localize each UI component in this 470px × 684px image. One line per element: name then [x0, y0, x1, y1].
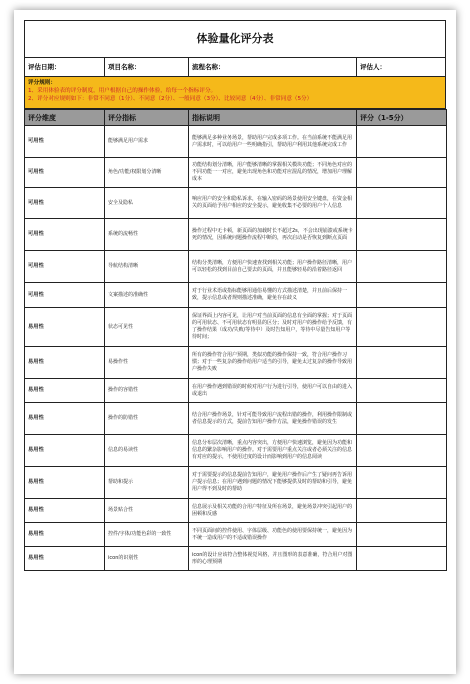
rules-line-2: 2、评分对应规则如下：非常不同意（1分）、不同意（2分）、一般同意（3分）、比较同意（4分）、非常同意（5分）	[28, 96, 313, 102]
indicator-cell: 操作的防错性	[105, 403, 189, 435]
description-cell: 能够满足多种业务场景，帮助用户完成多项工作。在当前系统不能满足用户需求时，可以给用户一些明确指引，帮助用户利用其他系统完成工作	[189, 126, 357, 158]
description-cell: 结合用户操作场景，针对可能导致用户流程出错的操作，利用操作限制或者信息提示的方式，提前告知用户操作方法，避免操作错误的发生	[189, 403, 357, 435]
table-row	[25, 126, 447, 158]
score-cell[interactable]	[357, 435, 447, 467]
dimension-cell: 易用性	[25, 523, 105, 547]
dimension-cell: 易用性	[25, 435, 105, 467]
score-cell[interactable]	[357, 523, 447, 547]
indicator-cell: 控件/字体/功能色彩的一致性	[105, 523, 189, 547]
description-cell: 响应用户的安全和隐私诉求，在输入密码的场景使用安全键盘，在资金相关的页面给予用户相应的安全提示，避免收集不必要的用户个人信息	[189, 188, 357, 219]
score-cell[interactable]	[357, 308, 447, 347]
table-row	[25, 347, 447, 379]
score-cell[interactable]	[357, 467, 447, 499]
indicator-cell: 易操作性	[105, 347, 189, 379]
score-cell[interactable]	[357, 499, 447, 523]
table-row	[25, 499, 447, 523]
description-cell: 功能结构划分清晰，用户能够清晰的掌握相关模块功能；不同角色对应的不同功能一一对应，避免出现角色和功能对应混乱的情况，增加用户理解成本	[189, 158, 357, 188]
rules-title: 评分规则：	[28, 80, 56, 86]
table-row	[25, 219, 447, 251]
header-score: 评分（1-5分）	[357, 110, 447, 126]
dimension-cell: 易用性	[25, 379, 105, 403]
score-cell[interactable]	[357, 347, 447, 379]
dimension-cell: 易用性	[25, 403, 105, 435]
header-description: 指标说明	[189, 110, 357, 126]
table-row	[25, 158, 447, 188]
dimension-cell: 易用性	[25, 308, 105, 347]
score-cell[interactable]	[357, 158, 447, 188]
info-row	[24, 58, 446, 77]
score-table	[24, 109, 447, 571]
indicator-cell: 角色/功能/权限划分清晰	[105, 158, 189, 188]
description-cell: 信息分布层次清晰，重点内容突出，方便用户快速浏览，避免因为功能和信息的繁杂影响用户的操作。对于需要用户重点关注或者必须关注的信息有对应的提示，不使用过度的设计而影响到用户的信息阅读	[189, 435, 357, 467]
dimension-cell: 可用性	[25, 188, 105, 219]
description-cell: 在用户操作遇到错误的时候对用户行为进行引导，使用户可以自由的进入或退出	[189, 379, 357, 403]
score-cell[interactable]	[357, 547, 447, 571]
header-dimension: 评分维度	[25, 110, 105, 126]
indicator-cell: 系统的流畅性	[105, 219, 189, 251]
indicator-cell: 文案描述的准确性	[105, 283, 189, 308]
indicator-cell: 安全及隐私	[105, 188, 189, 219]
page-title: 体验量化评分表	[24, 20, 446, 58]
description-cell: icon的设计应该符合整体视觉风格，并且图形的表意准确，符合用户对图形的心理预期	[189, 547, 357, 571]
indicator-cell: icon的识别性	[105, 547, 189, 571]
table-row	[25, 379, 447, 403]
indicator-cell: 信息的易读性	[105, 435, 189, 467]
sheet-content	[24, 20, 446, 571]
table-row	[25, 308, 447, 347]
table-row	[25, 403, 447, 435]
table-row	[25, 547, 447, 571]
dimension-cell: 可用性	[25, 126, 105, 158]
flow-label: 流程名称：	[189, 58, 357, 76]
indicator-cell: 能够满足用户需求	[105, 126, 189, 158]
dimension-cell: 可用性	[25, 219, 105, 251]
dimension-cell: 易用性	[25, 547, 105, 571]
table-row	[25, 467, 447, 499]
description-cell: 不同页面间的控件使用、字体层级、功能色的使用要保持统一，避免因为不统一造成用户的不适或错误操作	[189, 523, 357, 547]
dimension-cell: 易用性	[25, 467, 105, 499]
score-cell[interactable]	[357, 219, 447, 251]
score-cell[interactable]	[357, 283, 447, 308]
table-row	[25, 435, 447, 467]
description-cell: 结构分类清晰，方便用户快速查找到相关功能；用户操作路径清晰，用户可以轻松的找到目前自己要去的页面，并且能够轻易的沿着路径返回	[189, 251, 357, 283]
dimension-cell: 易用性	[25, 499, 105, 523]
project-label: 项目名称：	[105, 58, 189, 76]
dimension-cell: 可用性	[25, 251, 105, 283]
table-row	[25, 283, 447, 308]
score-cell[interactable]	[357, 379, 447, 403]
description-cell: 所有的操作符合用户预期，类似功能的操作保持一致，符合用户操作习惯；对于一些复杂的操作给用户适当的引导，避免太过复杂的操作导致用户操作失败	[189, 347, 357, 379]
dimension-cell: 可用性	[25, 158, 105, 188]
score-cell[interactable]	[357, 251, 447, 283]
header-indicator: 评分指标	[105, 110, 189, 126]
description-cell: 对于行业术语或指标能够用通俗易懂的方式描述清楚，并且前后保持一致，提示信息或者规则描述准确，避免存在歧义	[189, 283, 357, 308]
rules-line-1: 1、采用体验表的评分制度，用户根据自己的操作体验，给每一个指标评分。	[28, 88, 217, 94]
date-label: 评估日期：	[25, 58, 105, 76]
indicator-cell: 场景贴合性	[105, 499, 189, 523]
indicator-cell: 帮助和提示	[105, 467, 189, 499]
description-cell: 对于需要提示的信息提前告知用户，避免用户操作后产生了疑问再告诉用户提示信息；在用户遇到问题的情况下能够提供及时的帮助和引导，避免用户得不到及时的帮助	[189, 467, 357, 499]
score-cell[interactable]	[357, 403, 447, 435]
description-cell: 操作过程中无卡顿，新页面的加载时长不超过2s，不会出现崩溃或系统卡死的情况，因系统问题操作流程中断的，再次启动是否恢复到断点页面	[189, 219, 357, 251]
evaluation-sheet	[14, 10, 456, 674]
dimension-cell: 易用性	[25, 347, 105, 379]
scoring-rules	[24, 77, 446, 109]
indicator-cell: 导航结构清晰	[105, 251, 189, 283]
table-body	[25, 126, 447, 571]
table-row	[25, 251, 447, 283]
dimension-cell: 可用性	[25, 283, 105, 308]
table-row	[25, 523, 447, 547]
evaluator-label: 评估人：	[360, 63, 386, 71]
indicator-cell: 状态可见性	[105, 308, 189, 347]
description-cell: 信息展示及相关功能的合用户特征及所在场景，避免场景冲突引起用户的困顿和反感	[189, 499, 357, 523]
table-header	[25, 110, 447, 126]
score-cell[interactable]	[357, 188, 447, 219]
table-row	[25, 188, 447, 219]
description-cell: 保证界面上内容可见，让用户对当前页面的信息有全面的掌握；对于页面的可用状态、不可用状态有明显的区分；及时对用户的操作给予反馈，有了操作结果（成功/失败/等待中）及时告知用户，等待中尽量告知用户等待时间；	[189, 308, 357, 347]
score-cell[interactable]	[357, 126, 447, 158]
indicator-cell: 操作的容错性	[105, 379, 189, 403]
